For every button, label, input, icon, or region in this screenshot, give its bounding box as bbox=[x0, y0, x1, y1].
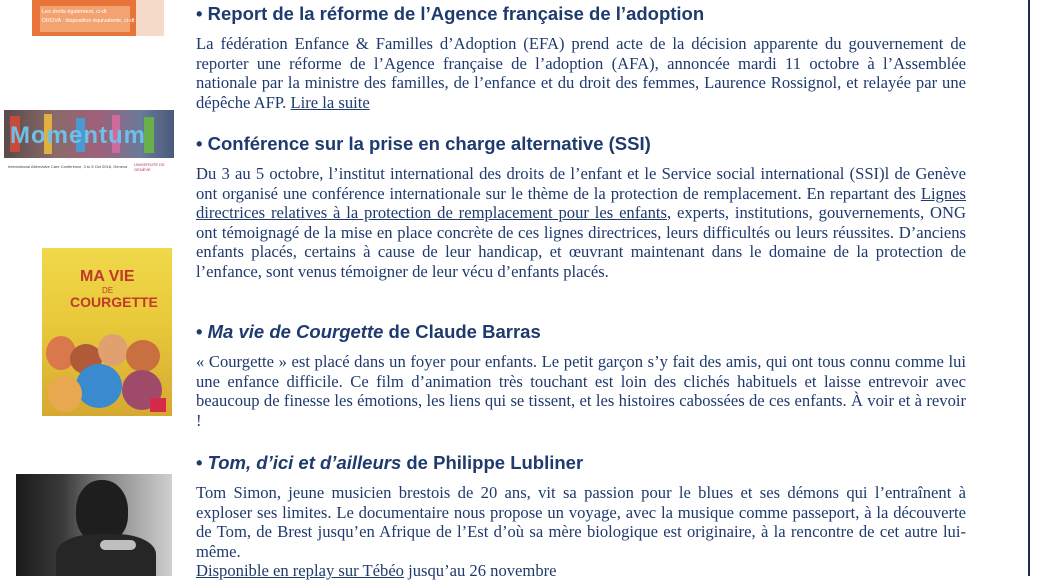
article-body-text: Tom Simon, jeune musicien brestois de 20 ans, vit sa passion pour le blues et ses démons qui l’entraînent à exploser ses limites. Le documentaire nous propose un voyage, avec la musique comme passeport, à la découverte de Tom, de Brest jusqu’en Afrique de l’Est d’où sa mère biologique est originaire, à la rencontre de cet autre lui-même. bbox=[196, 483, 966, 561]
poster-title-line: DE bbox=[102, 286, 114, 295]
article-body-text: , experts, institutions, gouvernements, ONG ont témoignagé de la mise en place concrète de ces lignes directrices, leurs difficultés ou leurs réussites. D’anciens enfants placés, certains à cause de leur handicap, et œuvrant maintenant dans le domaine de la protection de l’enfance, sont venus témoigner de leur vécu d’enfants placés. bbox=[196, 203, 966, 281]
film-director: de Philippe Lubliner bbox=[401, 452, 584, 473]
article-body bbox=[196, 34, 966, 112]
availability-text: jusqu’au 26 novembre bbox=[403, 561, 557, 580]
article-title bbox=[196, 2, 966, 26]
poster-title-line: MA VIE bbox=[80, 268, 135, 285]
article-body-text: Du 3 au 5 octobre, l’institut international des droits de l’enfant et le Service social international (SSI)l de Genève ont organisé une conférence internationale sur le thème de la protection de remplacement. En repartant des bbox=[196, 164, 966, 203]
bullet: • bbox=[196, 133, 203, 154]
thumbnail-afa-report bbox=[32, 0, 164, 36]
article-body-text: « Courgette » est placé dans un foyer pour enfants. Le petit garçon s’y fait des amis, qui ont tous connu comme lui une enfance difficile. Ce film d’animation très touchant est loin des clichés habituels et laisse entrevoir avec beaucoup de finesse les émotions, les liens qui se tissent, et les histoires cabossées de ces enfants. À voir et à revoir ! bbox=[196, 352, 966, 430]
bullet: • bbox=[196, 3, 203, 24]
article-body-text: La fédération Enfance & Familles d’Adoption (EFA) prend acte de la décision apparente du gouvernement de reporter une réforme de l’Agence française de l’adoption (AFA), annoncée mardi 11 octobre à l’Assemblée nationale par la ministre des familles, de l’enfance et du droit des femmes, Laurence Rossignol, et relayée par une dépêche AFP. bbox=[196, 34, 966, 112]
film-director: de Claude Barras bbox=[383, 321, 541, 342]
page-right-border bbox=[1028, 0, 1030, 576]
article-body bbox=[196, 164, 966, 281]
article-tom-dici-et-dailleurs bbox=[196, 451, 966, 581]
thumbnail-momentum-conference bbox=[4, 110, 174, 178]
thumb-logo: UNIVERSITÉ DE GENÈVE bbox=[134, 162, 165, 172]
article-title bbox=[196, 132, 966, 156]
article-title-text: Report de la réforme de l’Agence française de l’adoption bbox=[207, 3, 705, 24]
article-body bbox=[196, 483, 966, 581]
thumb-caption: International Alternative Care Conference, 3 to 5 Oct 2016, Geneva bbox=[8, 164, 128, 169]
read-more-link[interactable]: Lire la suite bbox=[290, 92, 370, 112]
article-body bbox=[196, 352, 966, 430]
replay-link[interactable]: Disponible en replay sur Tébéo bbox=[196, 561, 404, 580]
poster-ma-vie-de-courgette bbox=[42, 248, 172, 416]
article-title-text: Conférence sur la prise en charge alternative (SSI) bbox=[207, 133, 651, 154]
article-afa-report bbox=[196, 2, 966, 112]
thumb-text-line: Les droits également, ci-dt bbox=[42, 9, 107, 15]
bullet: • bbox=[196, 452, 203, 473]
article-ma-vie-de-courgette bbox=[196, 320, 966, 430]
thumb-title: Momentum bbox=[10, 122, 146, 149]
film-title: Tom, d’ici et d’ailleurs bbox=[207, 452, 402, 473]
thumb-text-line: DROVA : disposition équivalente, ci-dt bbox=[42, 18, 135, 24]
film-title: Ma vie de Courgette bbox=[207, 321, 384, 342]
article-title bbox=[196, 451, 966, 475]
guidelines-link[interactable]: Lignes directrices relatives à la protection de remplacement pour les enfants bbox=[196, 183, 966, 222]
poster-title-line: COURGETTE bbox=[70, 294, 158, 310]
article-title bbox=[196, 320, 966, 344]
photo-tom-simon bbox=[16, 474, 172, 576]
bullet: • bbox=[196, 321, 203, 342]
article-ssi-conference bbox=[196, 132, 966, 281]
